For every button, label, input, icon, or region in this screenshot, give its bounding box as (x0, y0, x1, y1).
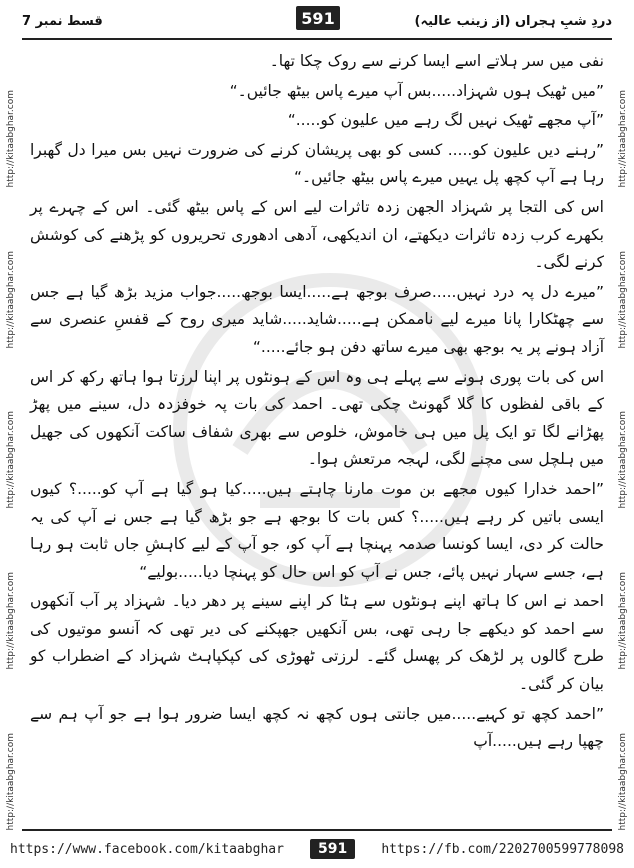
paragraph: ”میرے دل پہ درد نہیں.....صرف بوجھ ہے.....ایسا بوجھ.....جواب مزید بڑھ گیا ہے جس سے چھٹکارا پانا میرے لیے ناممکن ہے.....شاید.....شاید میری روح کے قفسِ عنصری سے آزاد ہونے پر یہ بوجھ بھی میرے ساتھ دفن ہو جائے.....“ (30, 282, 604, 356)
paragraph: احمد نے اس کا ہاتھ اپنے ہونٹوں سے ہٹا کر اپنے سینے پر دھر دیا۔ شہزاد پر آب آنکھوں سے احمد کو دیکھے جا رہی تھی، بس آنکھیں جھپکنے کی دیر تھی کہ آنسو موتیوں کی طرح گالوں پر لڑھک کر پھسل گئے۔ لرزتی ٹھوڑی کی کپکپاہٹ شہزاد کے اضطراب کو بیان کر گئی۔ (30, 592, 604, 694)
episode-label: قسط نمبر 7 (22, 13, 103, 29)
paragraph: نفی میں سر ہلاتے اسے ایسا کرنے سے روک چکا تھا۔ (269, 52, 604, 70)
paragraph: ”آپ مجھے ٹھیک نہیں لگ رہے میں علیون کو.....“ (287, 111, 604, 130)
paragraph: ”میں ٹھیک ہوں شہزاد.....بس آپ میرے پاس بیٹھ جائیں۔“ (229, 81, 604, 100)
side-url: http://kitaabghar.com (618, 571, 628, 670)
story-text (30, 48, 604, 824)
page-footer (10, 836, 624, 862)
header-divider (22, 38, 612, 40)
paragraph: اس کی التجا پر شہزاد الجھن زدہ تاثرات لیے اس کے پاس بیٹھ گئی۔ اس کے چہرے پر بکھرے کرب زدہ تاثرات دیکھتے، ان اندیکھی، آدھی ادھوری تحریروں کو پڑھنے کی کوشش کرنے لگی۔ (30, 197, 604, 272)
side-url: http://kitaabghar.com (618, 250, 628, 349)
novel-title: دردِ شبِ ہجراں (از زینب عالیہ) (414, 13, 612, 29)
paragraph: ”رہنے دیں علیون کو..... کسی کو بھی پریشان کرنے کی ضرورت نہیں بس میرا دل گھبرا رہا ہے آپ کچھ پل یہیں میرے پاس بیٹھ جائیں۔“ (30, 140, 604, 187)
side-url: http://kitaabghar.com (6, 732, 16, 830)
side-watermark-left (4, 90, 18, 830)
side-url: http://kitaabghar.com (618, 411, 628, 509)
header-page-number: 591 (296, 6, 340, 30)
footer-page-number: 591 (310, 839, 355, 859)
side-url: http://kitaabghar.com (618, 732, 628, 830)
footer-divider (22, 829, 612, 831)
side-url: http://kitaabghar.com (6, 90, 16, 188)
facebook-link[interactable]: https://www.facebook.com/kitaabghar (10, 841, 284, 857)
side-watermark-right (616, 90, 630, 830)
side-url: http://kitaabghar.com (6, 571, 16, 670)
fb-link[interactable]: https://fb.com/2202700599778098 (381, 841, 624, 857)
paragraph: ”احمد کچھ تو کہیے.....میں جانتی ہوں کچھ نہ کچھ ایسا ضرور ہوا ہے جو آپ ہم سے چھپا رہے ہیں.....آپ (30, 704, 604, 751)
paragraph: ”احمد خدارا کیوں مجھے بن موت مارنا چاہتے ہیں.....کیا ہو گیا ہے آپ کو.....؟ کیوں ایسی باتیں کر رہے ہیں.....؟ کس بات کا بوجھ ہے جو بڑھ گیا ہے جس نے آپ کی یہ حالت کر دی، ایسا کونسا صدمہ پہنچا ہے آپ کو، جو آپ کے لیے کاہشِ جاں ثابت ہو رہا ہے، جسے سہار نہیں پائے، جس نے آپ کو اس حال کو پہنچا دیا.....بولیے“ (30, 479, 604, 581)
side-url: http://kitaabghar.com (6, 411, 16, 509)
paragraph: اس کی بات پوری ہونے سے پہلے ہی وہ اس کے ہونٹوں پر اپنا لرزتا ہوا ہاتھ رکھ کر اس کے باقی لفظوں کا گلا گھونٹ چکی تھی۔ احمد کی بات پہ خوفزدہ دل، سینے میں پھڑ پھڑانے لگا تو ایک پل میں ہی خاموش، خلوص سے بھری شفاف ساکت آنکھوں کی جھیل میں ہلچل سی مچنے لگی، لہجہ مرتعش ہوا۔ (30, 367, 604, 469)
side-url: http://kitaabghar.com (6, 250, 16, 349)
side-url: http://kitaabghar.com (618, 90, 628, 188)
